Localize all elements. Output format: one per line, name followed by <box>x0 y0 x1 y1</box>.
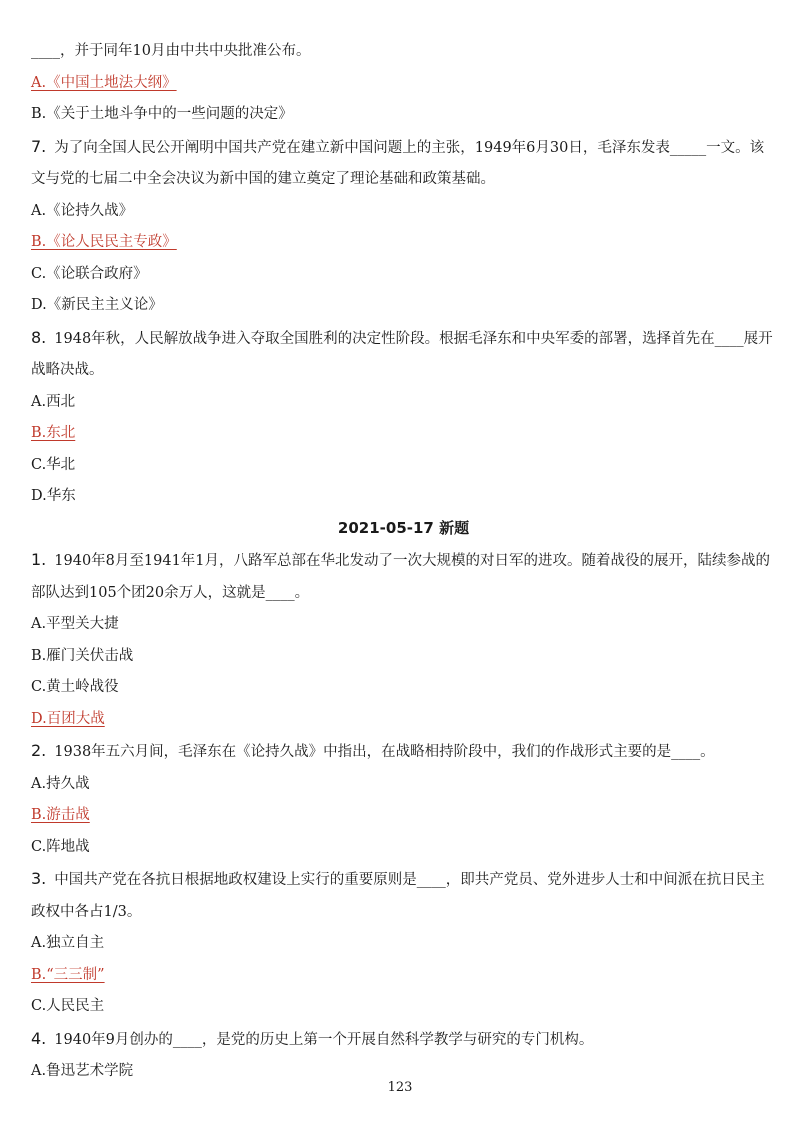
answer-option <box>31 991 776 1023</box>
answer-option <box>31 259 776 291</box>
option-text: D.华东 <box>31 488 76 504</box>
option-text: B.东北 <box>31 425 76 441</box>
question-text: 1938年五六月间，毛泽东在《论持久战》中指出，在战略相持阶段中，我们的作战形式主要的是____。 <box>54 744 715 760</box>
option-text: B.“三三制” <box>31 966 105 983</box>
option-text: A.平型关大捷 <box>31 616 119 632</box>
answer-option <box>31 832 776 864</box>
option-text: C.人民民主 <box>31 998 105 1014</box>
option-text: A.鲁迅艺术学院 <box>31 1063 134 1079</box>
question-text: 为了向全国人民公开阐明中国共产党在建立新中国问题上的主张，1949年6月30日，毛泽东发表_____一文。该文与党的七届二中全会决议为新中国的建立奠定了理论基础和政策基础。 <box>31 139 765 187</box>
answer-option-correct <box>31 227 776 259</box>
question-text: 1940年8月至1941年1月，八路军总部在华北发动了一次大规模的对日军的进攻。随着战役的展开，陆续参战的部队达到105个团20余万人，这就是____。 <box>31 553 771 601</box>
option-text: C.黄土岭战役 <box>31 679 119 695</box>
option-text: B.游击战 <box>31 807 90 823</box>
option-text: A.西北 <box>31 393 76 410</box>
option-text: D.百团大战 <box>31 710 105 727</box>
option-text: A.《中国土地法大纲》 <box>31 74 177 91</box>
option-list <box>31 928 776 1023</box>
question-number: 4. <box>31 1028 47 1048</box>
answer-option-correct <box>31 418 776 450</box>
option-text: C.华北 <box>31 456 76 473</box>
option-text: D.《新民主主义论》 <box>31 297 163 313</box>
option-text: A.《论持久战》 <box>31 202 134 219</box>
question-number: 1. <box>31 550 47 569</box>
answer-option <box>31 672 776 704</box>
document-page <box>31 36 776 1088</box>
answer-option <box>31 387 776 419</box>
question-text: 中国共产党在各抗日根据地政权建设上实行的重要原则是____，即共产党员、党外进步人士和中间派在抗日民主政权中各占1/3。 <box>31 872 765 920</box>
option-text: A.独立自主 <box>31 935 105 951</box>
question-2 <box>31 735 776 769</box>
question-fragment: ____，并于同年10月由中共中央批准公布。 <box>31 43 311 59</box>
question-8 <box>31 322 776 387</box>
answer-option-correct <box>31 960 776 992</box>
answer-option <box>31 290 776 322</box>
question-text: 1940年9月创办的____，是党的历史上第一个开展自然科学教学与研究的专门机构。 <box>54 1031 594 1048</box>
answer-option <box>31 99 776 131</box>
option-list <box>31 769 776 864</box>
question-number: 2. <box>31 741 47 760</box>
section-title: 2021-05-17 新题 <box>337 518 470 537</box>
answer-option <box>31 928 776 960</box>
answer-option <box>31 196 776 228</box>
option-list <box>31 196 776 322</box>
answer-option <box>31 481 776 513</box>
option-list <box>31 609 776 735</box>
option-list <box>31 68 776 131</box>
option-text: C.阵地战 <box>31 838 90 855</box>
question-4 <box>31 1023 776 1057</box>
answer-option <box>31 609 776 641</box>
option-text: B.《关于土地斗争中的一些问题的决定》 <box>31 106 293 122</box>
option-text: B.雁门关伏击战 <box>31 647 134 664</box>
option-text: A.持久战 <box>31 775 90 792</box>
question-1 <box>31 544 776 609</box>
question-3 <box>31 863 776 928</box>
question-number: 8. <box>31 327 47 347</box>
question-text: 1948年秋，人民解放战争进入夺取全国胜利的决定性阶段。根据毛泽东和中央军委的部署，选择首先在____展开战略决战。 <box>31 330 773 378</box>
question-number: 3. <box>31 869 47 888</box>
answer-option-correct <box>31 800 776 832</box>
answer-option <box>31 450 776 482</box>
answer-option-correct <box>31 68 776 100</box>
answer-option-correct <box>31 704 776 736</box>
answer-option <box>31 641 776 673</box>
option-text: C.《论联合政府》 <box>31 265 148 282</box>
question-7 <box>31 131 776 196</box>
option-list <box>31 387 776 513</box>
question-number: 7. <box>31 136 47 156</box>
answer-option <box>31 769 776 801</box>
option-text: B.《论人民民主专政》 <box>31 234 177 250</box>
page-number: 123 <box>387 1080 413 1095</box>
